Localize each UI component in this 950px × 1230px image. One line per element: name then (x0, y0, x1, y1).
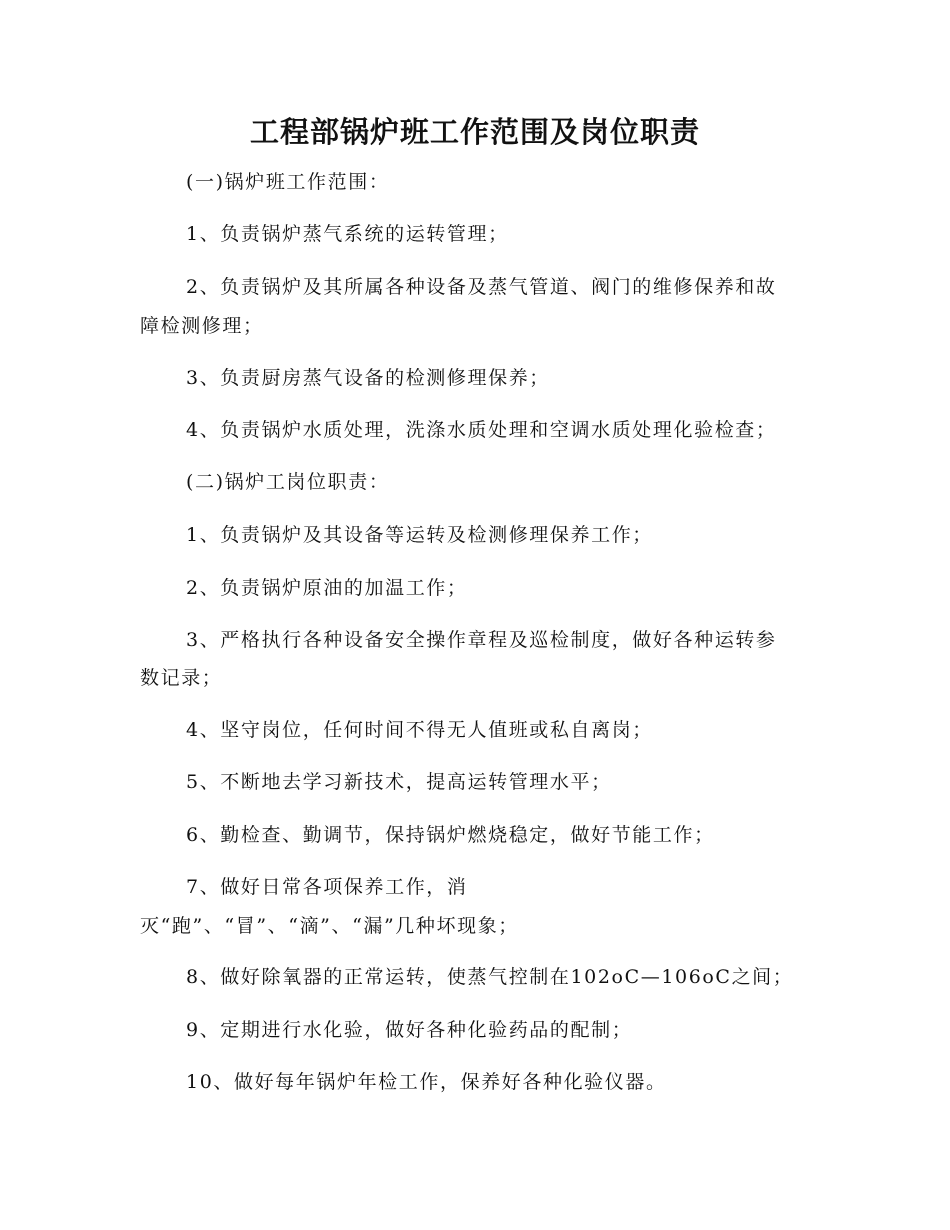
duty-item-7: 7、做好日常各项保养工作，消 (186, 876, 468, 898)
duty-item-6: 6、勤检查、勤调节，保持锅炉燃烧稳定，做好节能工作； (186, 824, 715, 846)
duty-item-1: 1、负责锅炉及其设备等运转及检测修理保养工作； (186, 524, 653, 546)
scope-item-1: 1、负责锅炉蒸气系统的运转管理； (186, 223, 509, 245)
duty-item-2: 2、负责锅炉原油的加温工作； (186, 577, 468, 599)
duty-item-4: 4、坚守岗位，任何时间不得无人值班或私自离岗； (186, 719, 653, 741)
duty-item-3-continued: 数记录； (140, 667, 223, 689)
scope-item-2-continued: 障检测修理； (140, 315, 264, 337)
duty-item-10: 10、做好每年锅炉年检工作，保养好各种化验仪器。 (186, 1071, 667, 1093)
document-title: 工程部锅炉班工作范围及岗位职责 (249, 115, 700, 149)
section-heading-duties: (二)锅炉工岗位职责： (186, 471, 390, 493)
section-heading-scope: (一)锅炉班工作范围： (186, 171, 390, 193)
scope-item-3: 3、负责厨房蒸气设备的检测修理保养； (186, 367, 550, 389)
duty-item-5: 5、不断地去学习新技术，提高运转管理水平； (186, 771, 612, 793)
duty-item-9: 9、定期进行水化验，做好各种化验药品的配制； (186, 1019, 633, 1041)
duty-item-7-continued: 灭“跑”、“冒”、“滴”、“漏”几种坏现象； (140, 915, 519, 937)
scope-item-4: 4、负责锅炉水质处理，洗涤水质处理和空调水质处理化验检查； (186, 419, 777, 441)
duty-item-3: 3、严格执行各种设备安全操作章程及巡检制度，做好各种运转参 (186, 629, 777, 651)
duty-item-8: 8、做好除氧器的正常运转，使蒸气控制在102oC—106oC之间； (186, 966, 794, 988)
scope-item-2: 2、负责锅炉及其所属各种设备及蒸气管道、阀门的维修保养和故 (186, 276, 777, 298)
